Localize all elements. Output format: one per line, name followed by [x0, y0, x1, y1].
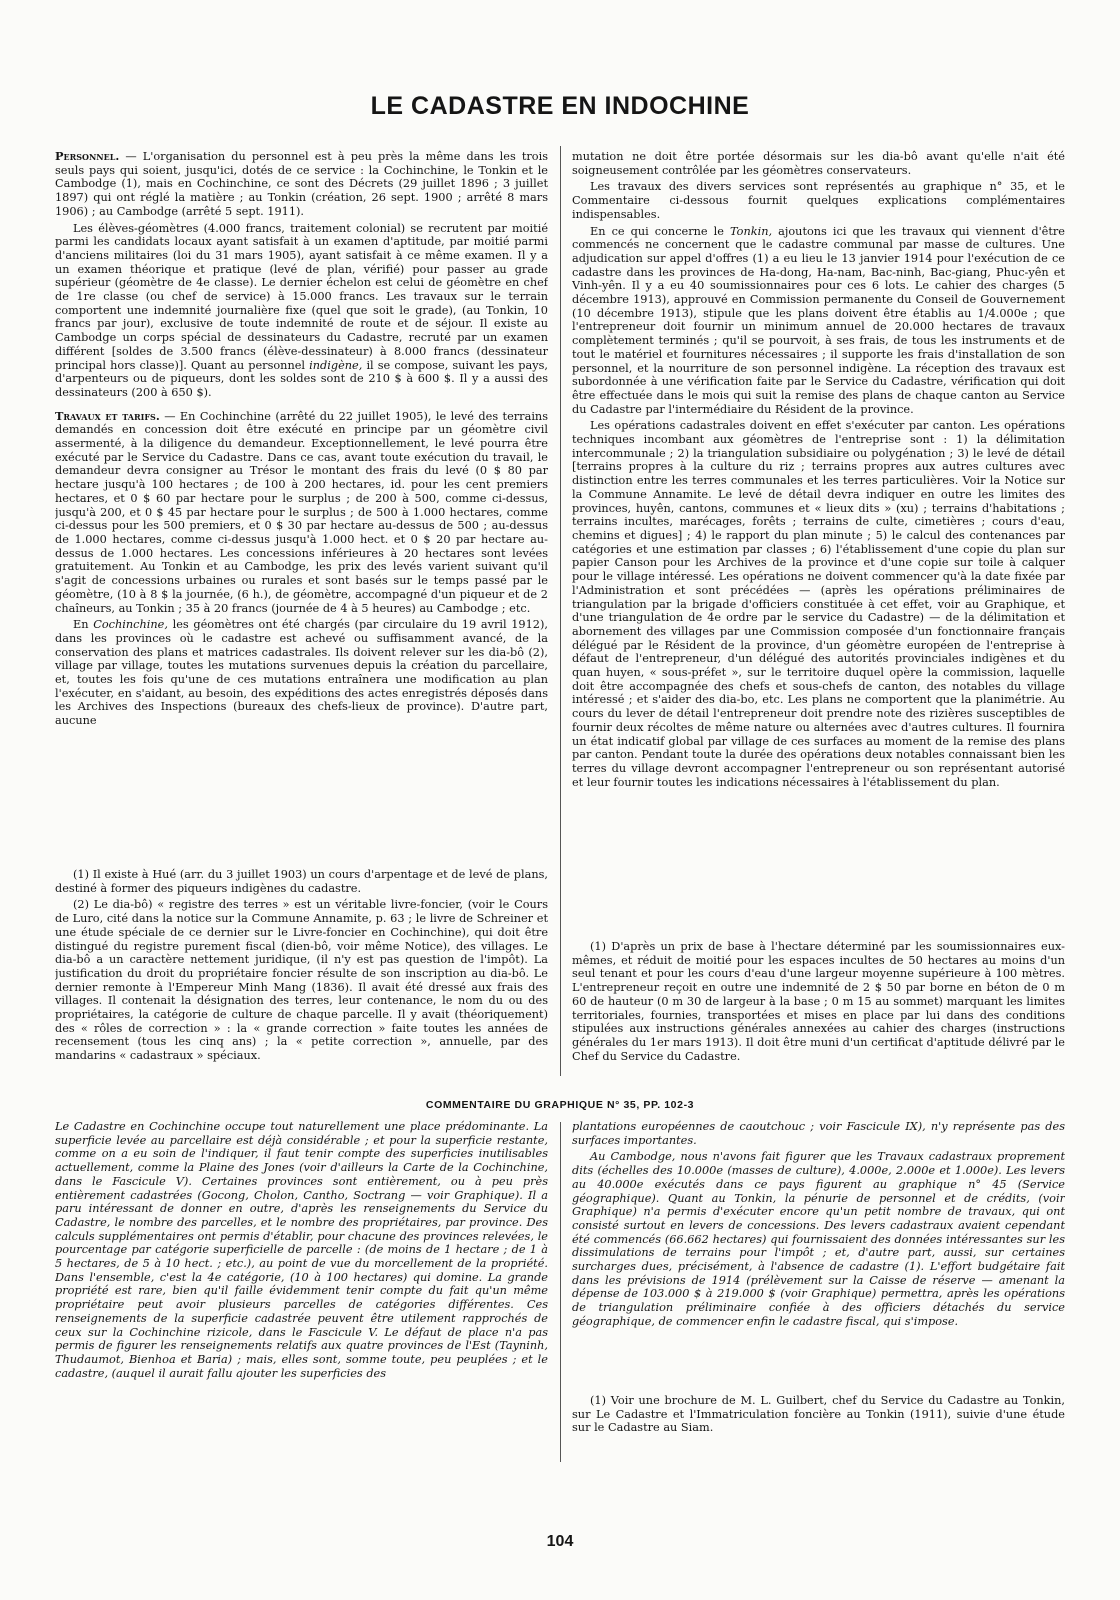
- commentary-left: [55, 1120, 548, 1520]
- column-right-body: [572, 150, 1065, 940]
- travaux-paragraph-2: [55, 618, 548, 728]
- right-paragraph-1: mutation ne doit être portée désormais sur les dia-bô avant qu'elle n'ait été soigneusement contrôlée par les géomètres conservateurs.: [572, 150, 1065, 177]
- commentary-right-text: plantations européennes de caoutchouc ; voir Fascicule IX), n'y représente pas des surfaces importantes.: [572, 1120, 1065, 1147]
- personnel-text-italic: indigène,: [309, 358, 363, 372]
- page-number: 104: [546, 1533, 574, 1550]
- commentary-right-text-2: Au Cambodge, nous n'avons fait figurer que les Travaux cadastraux proprement dits (échelles des 10.000e (masses de culture), 4.000e, 2.000e et 1.000e). Les levers au 40.000e exécutés dans ce pays figurent au graphique n° 45 (Service géographique). Quant au Tonkin, la pénurie de personnel et de crédits, (voir Graphique) n'a permis d'exécuter encore qu'un petit nombre de travaux, qui ont consisté surtout en levers de concessions. Des levers cadastraux avaient cependant été commencés (66.662 hectares) qui fournissaient des données intéressantes sur les dissimulations de terrains pour l'impôt ; et, d'autre part, aussi, sur certaines surcharges dues, précisément, à l'absence de cadastre (1). L'effort budgétaire fait dans les prévisions de 1914 (prélèvement sur la Caisse de réserve — amenant la dépense de 103.000 $ à 219.000 $ (voir Graphique) permettra, après les opérations de triangulation préliminaire confiée à des officiers détachés du service géographique, de commencer enfin le cadastre fiscal, qui s'impose.: [572, 1150, 1065, 1328]
- right-paragraph-3: [572, 225, 1065, 417]
- column-right-footnotes: [572, 940, 1065, 1090]
- right-text-3b: ajoutons ici que les travaux qui viennent d'être commencés ne concernent que le cadastre communal par masse de cultures. Une adjudication sur appel d'offres (1) a eu lieu le 13 janvier 1914 pour l'exécution de ce cadastre dans les provinces de Ha-dong, Ha-nam, Bac-ninh, Bac-giang, Phuc-yên et Vinh-yên. Il y a eu 40 soumissionnaires pour ces 6 lots. Le cahier des charges (5 décembre 1913), approuvé en Commission permanente du Conseil de Gouvernement (10 décembre 1913), stipule que les plans doivent être établis au 1/4.000e ; que l'entrepreneur doit fournir un minimum annuel de 20.000 hectares de travaux complètement terminés ; qu'il se pourvoit, à ses frais, de tous les instruments et de tout le matériel et fournitures nécessaires ; il supporte les frais d'installation de son personnel, et la nourriture de son personnel indigène. La réception des travaux est subordonnée à une vérification faite par le Service du Cadastre, vérification qui doit être effectuée dans le mois qui suit la remise des plans de chaque canton au Service du Cadastre par l'intermédiaire du Résident de la province.: [572, 224, 1065, 416]
- personnel-text-2a: Les élèves-géomètres (4.000 francs, traitement colonial) se recrutent par moitié parmi les candidats locaux ayant satisfait à un examen d'aptitude, par moitié parmi d'anciens militaires (loi du 31 mars 1905), ayant satisfait à ce même examen. Il y a un examen théorique et pratique (levé de plan, vérifié) pour passer au grade supérieur (géomètre de 4e classe). Le dernier échelon est celui de géomètre en chef de 1re classe (ou chef de service) à 15.000 francs. Les travaux sur le terrain comportent une indemnité journalière fixe (quel que soit le grade), (au Tonkin, 10 francs par jour), exclusive de toute indemnité de route et de séjour. Il existe au Cambodge un corps spécial de dessinateurs du Cadastre, recruté par un examen différent [soldes de 3.500 francs (élève-dessinateur) à 8.000 francs (dessinateur principal hors classe)]. Quant au personnel: [55, 221, 548, 372]
- commentary-heading: COMMENTAIRE DU GRAPHIQUE N° 35, PP. 102-3: [425, 1099, 695, 1111]
- footnote-commentary: (1) Voir une brochure de M. L. Guilbert, chef du Service du Cadastre au Tonkin, sur Le Cadastre et l'Immatriculation foncière au Tonkin (1911), suivie d'une étude sur le Cadastre au Siam.: [572, 1394, 1065, 1435]
- personnel-paragraph: [55, 150, 548, 219]
- right-text-italic: Tonkin,: [730, 224, 773, 238]
- travaux-text-italic: Cochinchine,: [93, 618, 168, 632]
- page-title: LE CADASTRE EN INDOCHINE: [370, 92, 750, 120]
- footnote-right-1: (1) D'après un prix de base à l'hectare déterminé par les soumissionnaires eux-mêmes, et réduit de moitié pour les espaces incultes de 50 hectares au moins d'un seul tenant et pour les cours d'eau d'une largeur moyenne supérieure à 100 mètres. L'entrepreneur reçoit en outre une indemnité de 2 $ 50 par borne en béton de 0 m 60 de hauteur (0 m 30 de largeur à la base ; 0 m 15 au sommet) marquant les limites territoriales, fournies, transportées et mises en place par lui dans des conditions stipulées aux instructions générales annexées au cahier des charges (instructions générales du 1er mars 1913). Il doit être muni d'un certificat d'aptitude délivré par le Chef du Service du Cadastre.: [572, 940, 1065, 1063]
- personnel-text: — L'organisation du personnel est à peu près la même dans les trois seuls pays qui soient, jusqu'ici, dotés de ce service : la Cochinchine, le Tonkin et le Cambodge (1), mais en Cochinchine, ce sont des Décrets (29 juillet 1896 ; 3 juillet 1897) qui ont réglé la matière ; au Tonkin (création, 26 sept. 1900 ; arrêté 8 mars 1906) ; au Cambodge (arrêté 5 sept. 1911).: [55, 150, 548, 218]
- section-heading-travaux: Travaux et tarifs.: [55, 408, 160, 423]
- commentary-footnote: [572, 1394, 1065, 1474]
- right-paragraph-2: Les travaux des divers services sont représentés au graphique n° 35, et le Commentaire ci-dessous fournit quelques explications complémentaires indispensables.: [572, 180, 1065, 221]
- footnote-2: (2) Le dia-bô) « registre des terres » est un véritable livre-foncier, (voir le Cours de Luro, cité dans la notice sur la Commune Annamite, p. 63 ; le livre de Schreiner et une étude spéciale de ce dernier sur le Livre-foncier en Cochinchine), qui doit être distingué du registre purement fiscal (dien-bô, voir même Notice), des villages. Le dia-bô a un caractère nettement juridique, (il n'y est pas question de l'impôt). La justification du droit du propriétaire foncier résulte de son inscription au dia-bô. Le dernier remonte à l'Empereur Minh Mang (1836). Il avait été dressé aux frais des villages. Il contenait la désignation des terres, leur contenance, le nom du ou des propriétaires, la catégorie de culture de chaque parcelle. Il y avait (théoriquement) des « rôles de correction » : la « grande correction » faite toutes les années de recensement (tous les cinq ans) ; la « petite correction », annuelle, par des mandarins « cadastraux » spéciaux.: [55, 898, 548, 1063]
- commentary-right: [572, 1120, 1065, 1370]
- travaux-text: — En Cochinchine (arrêté du 22 juillet 1905), le levé des terrains demandés en concession doit être exécuté en principe par un géomètre civil assermenté, à la diligence du demandeur. Exceptionnellement, le levé pourra être exécuté par le Service du Cadastre. Dans ce cas, avant toute exécution du travail, le demandeur devra consigner au Trésor le montant des frais du levé (0 $ 80 par hectare jusqu'à 100 hectares ; de 100 à 200 hectares, id. pour les cent premiers hectares, et 0 $ 60 par hectare pour le surplus ; de 200 à 500, comme ci-dessus, jusqu'à 200, et 0 $ 45 par hectare pour le surplus ; de 500 à 1.000 hectares, comme ci-dessus pour les 500 premiers, et 0 $ 30 par hectare au-dessus de 500 ; au-dessus de 1.000 hectares, comme ci-dessus jusqu'à 1.000 hect. et 0 $ 20 par hectare au-dessus de 1.000 hectares. Les concessions inférieures à 20 hectares sont levées gratuitement. Au Tonkin et au Cambodge, les prix des levés varient suivant qu'il s'agit de concessions urbaines ou rurales et sont basés sur le temps passé par le géomètre, (10 à 8 $ la journée, (6 h.), de géomètre, accompagné d'un piqueur et de 2 chaîneurs, au Tonkin ; 35 à 20 francs (journée de 4 à 5 heures) au Cambodge ; etc.: [55, 409, 548, 615]
- column-left-footnotes: [55, 868, 548, 1093]
- right-text-3a: En ce qui concerne le: [590, 224, 724, 238]
- personnel-text-2b: il se compose, suivant les pays, d'arpenteurs ou de piqueurs, dont les soldes sont de 210 $ à 600 $. Il y a aussi des dessinateurs (200 à 650 $).: [55, 358, 548, 399]
- footnote-1: (1) Il existe à Hué (arr. du 3 juillet 1903) un cours d'arpentage et de levé de plans, destiné à former des piqueurs indigènes du cadastre.: [55, 868, 548, 895]
- right-paragraph-4: Les opérations cadastrales doivent en effet s'exécuter par canton. Les opérations techniques incombant aux géomètres de l'entreprise sont : 1) la délimitation intercommunale ; 2) la triangulation subsidiaire ou polygénation ; 3) le levé de détail [terrains propres à la culture du riz ; terrains propres aux autres cultures avec distinction entre les terres communales et les terres particulières. Voir la Notice sur la Commune Annamite. Le levé de détail devra indiquer en outre les limites des provinces, huyên, cantons, communes et « lieux dits » (xu) ; terrains d'habitations ; terrains incultes, marécages, forêts ; terrains de culte, cimetières ; cours d'eau, chemins et digues] ; 4) le rapport du plan minute ; 5) le calcul des contenances par catégories et une estimation par classes ; 6) l'établissement d'une copie du plan sur papier Canson pour les Archives de la province et d'une copie sur toile à calquer pour le village intéressé. Les opérations ne doivent commencer qu'à la date fixée par l'Administration et sont précédées — (après les opérations préliminaires de triangulation par la brigade d'officiers constituée à cet effet, voir au Graphique, et d'une triangulation de 4e ordre par le service du Cadastre) — de la délimitation et abornement des villages par une Commission composée d'un fonctionnaire français délégué par le Résident de la province, d'un géomètre européen de l'entreprise à défaut de l'entrepreneur, d'un délégué des autorités provinciales indigènes et du quan huyen, « sous-préfet », sur le territoire duquel opère la commission, laquelle doit être accompagnée des chefs et sous-chefs de canton, des notables du village intéressé ; et s'aider des dia-bo, etc. Les plans ne comportent que la planimétrie. Au cours du lever de détail l'entrepreneur doit prendre note des rizières susceptibles de fournir deux récoltes de même nature ou alternées avec d'autres cultures. Il fournira un état indicatif global par village de ces surfaces au moment de la remise des plans par canton. Pendant toute la durée des opérations deux notables connaissant bien les terres du village devront accompagner l'entrepreneur ou son représentant autorisé et leur fournir toutes les indications nécessaires à l'établissement du plan.: [572, 419, 1065, 789]
- commentary-divider: [560, 1122, 561, 1462]
- travaux-text-2b: les géomètres ont été chargés (par circulaire du 19 avril 1912), dans les provinces où le cadastre est achevé ou suffisamment avancé, de la conservation des plans et matrices cadastrales. Ils doivent relever sur les dia-bô (2), village par village, toutes les mutations survenues depuis la création du parcellaire, et, toutes les fois qu'une de ces mutations entraînera une modification au plan l'exécuter, en s'aidant, au besoin, des expéditions des actes enregistrés déposés dans les Archives des Inspections (bureaux des chefs-lieux de province). D'autre part, aucune: [55, 618, 548, 728]
- travaux-paragraph: [55, 410, 548, 616]
- column-left-body: [55, 150, 548, 850]
- travaux-text-2a: En: [73, 618, 89, 632]
- personnel-paragraph-2: [55, 222, 548, 400]
- section-heading-personnel: Personnel.: [55, 150, 120, 163]
- column-divider: [560, 146, 561, 1076]
- commentary-left-text: Le Cadastre en Cochinchine occupe tout naturellement une place prédominante. La superficie levée au parcellaire est déjà considérable ; et pour la superficie restante, comme on a eu soin de l'indiquer, il faut tenir compte des superficies inutilisables actuellement, comme la Plaine des Jones (voir d'ailleurs la Carte de la Cochinchine, dans le Fascicule V). Certaines provinces sont entièrement, ou à peu près entièrement cadastrées (Gocong, Cholon, Cantho, Soctrang — voir Graphique). Il a paru intéressant de donner en outre, d'après les renseignements du Service du Cadastre, le nombre des parcelles, et le nombre des propriétaires, par province. Des calculs supplémentaires ont permis d'établir, pour chacune des provinces relevées, le pourcentage par catégorie superficielle de parcelle : (de moins de 1 hectare ; de 1 à 5 hectares, de 5 à 10 hect. ; etc.), au point de vue du morcellement de la propriété. Dans l'ensemble, c'est la 4e catégorie, (10 à 100 hectares) qui domine. La grande propriété est rare, bien qu'il faille évidemment tenir compte du fait qu'un même propriétaire peut avoir plusieurs parcelles de catégories différentes. Ces renseignements de la superficie cadastrée peuvent être utilement rapprochés de ceux sur la Cochinchine rizicole, dans le Fascicule V. Le défaut de place n'a pas permis de figurer les renseignements relatifs aux quatre provinces de l'Est (Tayninh, Thudaumot, Bienhoa et Baria) ; mais, elles sont, somme toute, peu peuplées ; et le cadastre, (auquel il aurait fallu ajouter les superficies des: [55, 1120, 548, 1380]
